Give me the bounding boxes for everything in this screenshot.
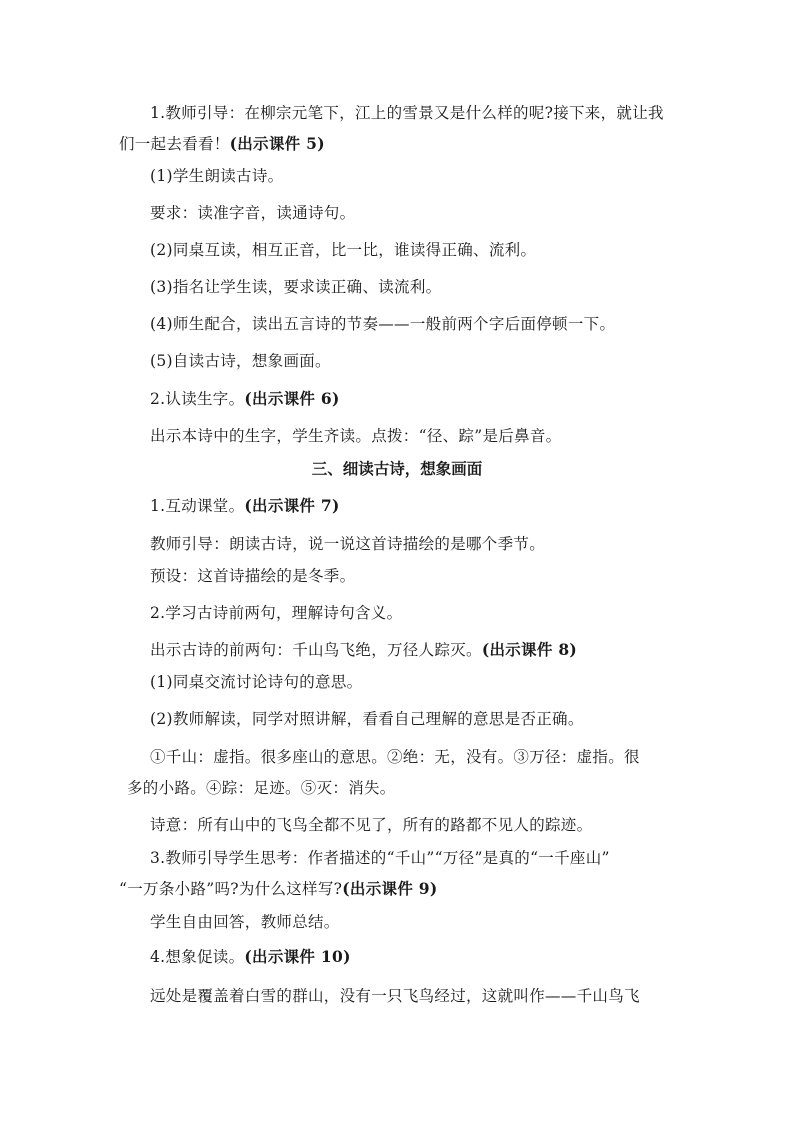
paragraph-9: 出示本诗中的生字，学生齐读。点拨：“径、踪”是后鼻音。 xyxy=(150,427,562,445)
paragraph-19-line-2: “一万条小路”吗?为什么这样写?(出示课件 9) xyxy=(119,879,438,898)
courseware-ref: (出示课件 9) xyxy=(342,879,438,898)
paragraph-21: 4.想象促读。(出示课件 10) xyxy=(150,947,351,966)
courseware-ref: (出示课件 8) xyxy=(481,640,578,659)
paragraph-7: (5)自读古诗，想象画面。 xyxy=(150,352,331,370)
courseware-ref: (出示课件 10) xyxy=(244,947,351,966)
paragraph-17-line-1: ①千山：虚指。很多座山的意思。②绝：无，没有。③万径：虚指。很 xyxy=(150,748,640,766)
courseware-ref: (出示课件 7) xyxy=(244,496,340,515)
paragraph-20: 学生自由回答，教师总结。 xyxy=(150,913,340,931)
paragraph-8: 2.认读生字。(出示课件 6) xyxy=(150,389,340,408)
paragraph-3: 要求：读准字音，读通诗句。 xyxy=(150,204,356,222)
paragraph-2: (1)学生朗读古诗。 xyxy=(150,167,284,185)
paragraph-1-line-1: 1.教师引导：在柳宗元笔下，江上的雪景又是什么样的呢?接下来，就让我 xyxy=(150,104,664,122)
paragraph-17-line-2: 多的小路。④踪：足迹。⑤灭：消失。 xyxy=(127,779,396,797)
paragraph-15: (1)同桌交流讨论诗句的意思。 xyxy=(150,673,363,691)
paragraph-19-line-1: 3.教师引导学生思考：作者描述的“千山”“万径”是真的“一千座山” xyxy=(150,849,610,867)
paragraph-11: 教师引导：朗读古诗，说一说这首诗描绘的是哪个季节。 xyxy=(150,535,546,553)
paragraph-16: (2)教师解读，同学对照讲解，看看自己理解的意思是否正确。 xyxy=(150,710,584,728)
paragraph-4: (2)同桌互读，相互正音，比一比，谁读得正确、流利。 xyxy=(150,241,537,259)
courseware-ref: (出示课件 5) xyxy=(229,134,325,153)
paragraph-6: (4)师生配合，读出五言诗的节奏——一般前两个字后面停顿一下。 xyxy=(150,315,616,333)
section-heading: 三、细读古诗，想象画面 xyxy=(311,459,483,478)
paragraph-10: 1.互动课堂。(出示课件 7) xyxy=(150,496,340,515)
paragraph-18: 诗意：所有山中的飞鸟全都不见了，所有的路都不见人的踪迹。 xyxy=(150,816,593,834)
paragraph-22: 远处是覆盖着白雪的群山，没有一只飞鸟经过，这就叫作——千山鸟飞 xyxy=(150,987,640,1005)
paragraph-14: 出示古诗的前两句：千山鸟飞绝，万径人踪灭。(出示课件 8) xyxy=(150,640,578,659)
paragraph-12: 预设：这首诗描绘的是冬季。 xyxy=(150,567,356,585)
paragraph-5: (3)指名让学生读，要求读正确、读流利。 xyxy=(150,278,442,296)
courseware-ref: (出示课件 6) xyxy=(244,389,340,408)
paragraph-1-line-2: 们一起去看看！(出示课件 5) xyxy=(119,134,325,153)
paragraph-13: 2.学习古诗前两句，理解诗句含义。 xyxy=(150,604,403,622)
